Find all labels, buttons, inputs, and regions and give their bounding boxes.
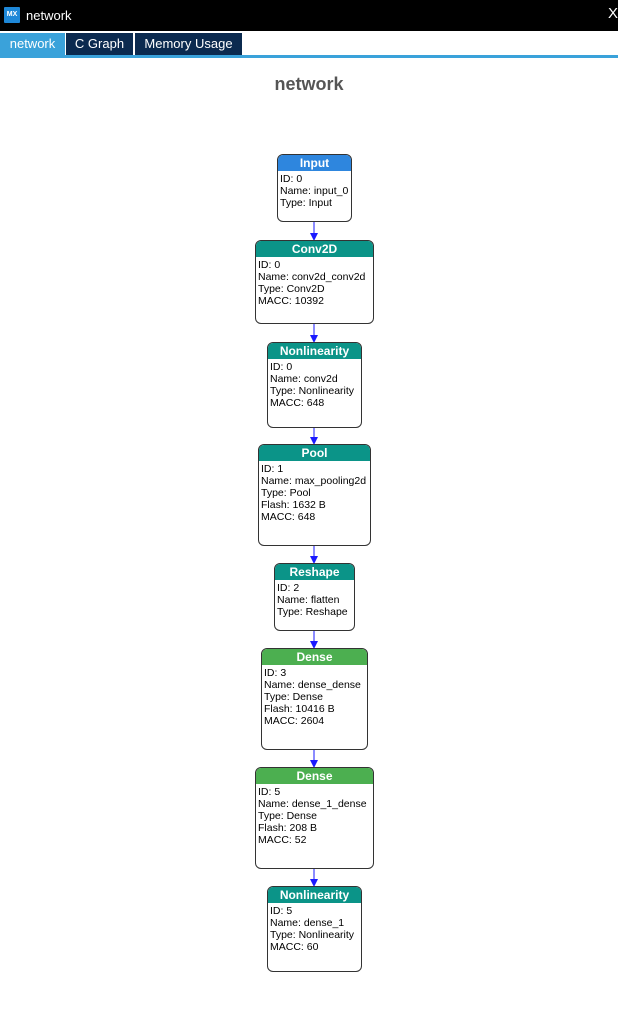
node-header: Reshape [275, 564, 354, 580]
node-line: ID: 2 [277, 582, 300, 594]
graph-node-conv2d[interactable] [255, 240, 374, 324]
node-details [268, 903, 361, 953]
node-details [268, 359, 361, 409]
node-line: Flash: 10416 B [264, 703, 335, 715]
node-line: MACC: 10392 [258, 295, 324, 307]
graph-node-input[interactable] [277, 154, 352, 222]
node-line: MACC: 648 [270, 397, 325, 409]
node-line: Type: Nonlinearity [270, 929, 355, 941]
node-line: MACC: 52 [258, 834, 307, 846]
node-line: MACC: 60 [270, 941, 319, 953]
node-line: Type: Dense [264, 691, 323, 703]
node-line: MACC: 648 [261, 511, 316, 523]
node-header: Dense [256, 768, 373, 784]
node-line: Name: dense_1_dense [258, 798, 367, 810]
node-details [256, 257, 373, 307]
node-details [259, 461, 370, 523]
node-details [275, 580, 354, 618]
graph-node-dense-1[interactable] [255, 767, 374, 869]
node-line: Name: conv2d_conv2d [258, 271, 366, 283]
node-line: ID: 1 [261, 463, 284, 475]
node-line: Type: Conv2D [258, 283, 325, 295]
node-details [262, 665, 367, 727]
app-logo-icon: MX [4, 7, 20, 23]
node-line: ID: 0 [280, 173, 303, 185]
tab-network[interactable]: network [0, 33, 65, 55]
node-line: ID: 0 [270, 361, 293, 373]
tab-memory-usage[interactable]: Memory Usage [135, 33, 242, 55]
node-header: Nonlinearity [268, 887, 361, 903]
node-line: Type: Reshape [277, 606, 348, 618]
node-line: ID: 5 [258, 786, 281, 798]
node-details [256, 784, 373, 846]
node-line: Flash: 208 B [258, 822, 317, 834]
graph-node-reshape[interactable] [274, 563, 355, 631]
node-line: Type: Dense [258, 810, 317, 822]
page-title: network [274, 74, 344, 94]
node-header: Dense [262, 649, 367, 665]
graph-node-pool[interactable] [258, 444, 371, 546]
node-header: Nonlinearity [268, 343, 361, 359]
node-line: Name: dense_dense [264, 679, 361, 691]
node-line: ID: 3 [264, 667, 287, 679]
graph-node-dense[interactable] [261, 648, 368, 750]
node-line: MACC: 2604 [264, 715, 325, 727]
node-header: Pool [259, 445, 370, 461]
node-line: Name: conv2d [270, 373, 338, 385]
node-line: Type: Input [280, 197, 332, 209]
node-line: Type: Nonlinearity [270, 385, 355, 397]
graph-node-nonlinearity[interactable] [267, 342, 362, 428]
node-line: Name: max_pooling2d [261, 475, 367, 487]
node-header: Input [278, 155, 351, 171]
window-title: network [26, 8, 72, 23]
graph-node-nonlinearity-2[interactable] [267, 886, 362, 972]
node-line: Type: Pool [261, 487, 311, 499]
tab-c-graph[interactable]: C Graph [66, 33, 133, 55]
node-line: Name: flatten [277, 594, 340, 606]
node-line: Flash: 1632 B [261, 499, 326, 511]
close-icon[interactable]: X [607, 5, 618, 22]
node-line: ID: 5 [270, 905, 293, 917]
node-line: Name: dense_1 [270, 917, 345, 929]
node-line: ID: 0 [258, 259, 281, 271]
node-header: Conv2D [256, 241, 373, 257]
node-details [278, 171, 351, 209]
node-line: Name: input_0 [280, 185, 349, 197]
